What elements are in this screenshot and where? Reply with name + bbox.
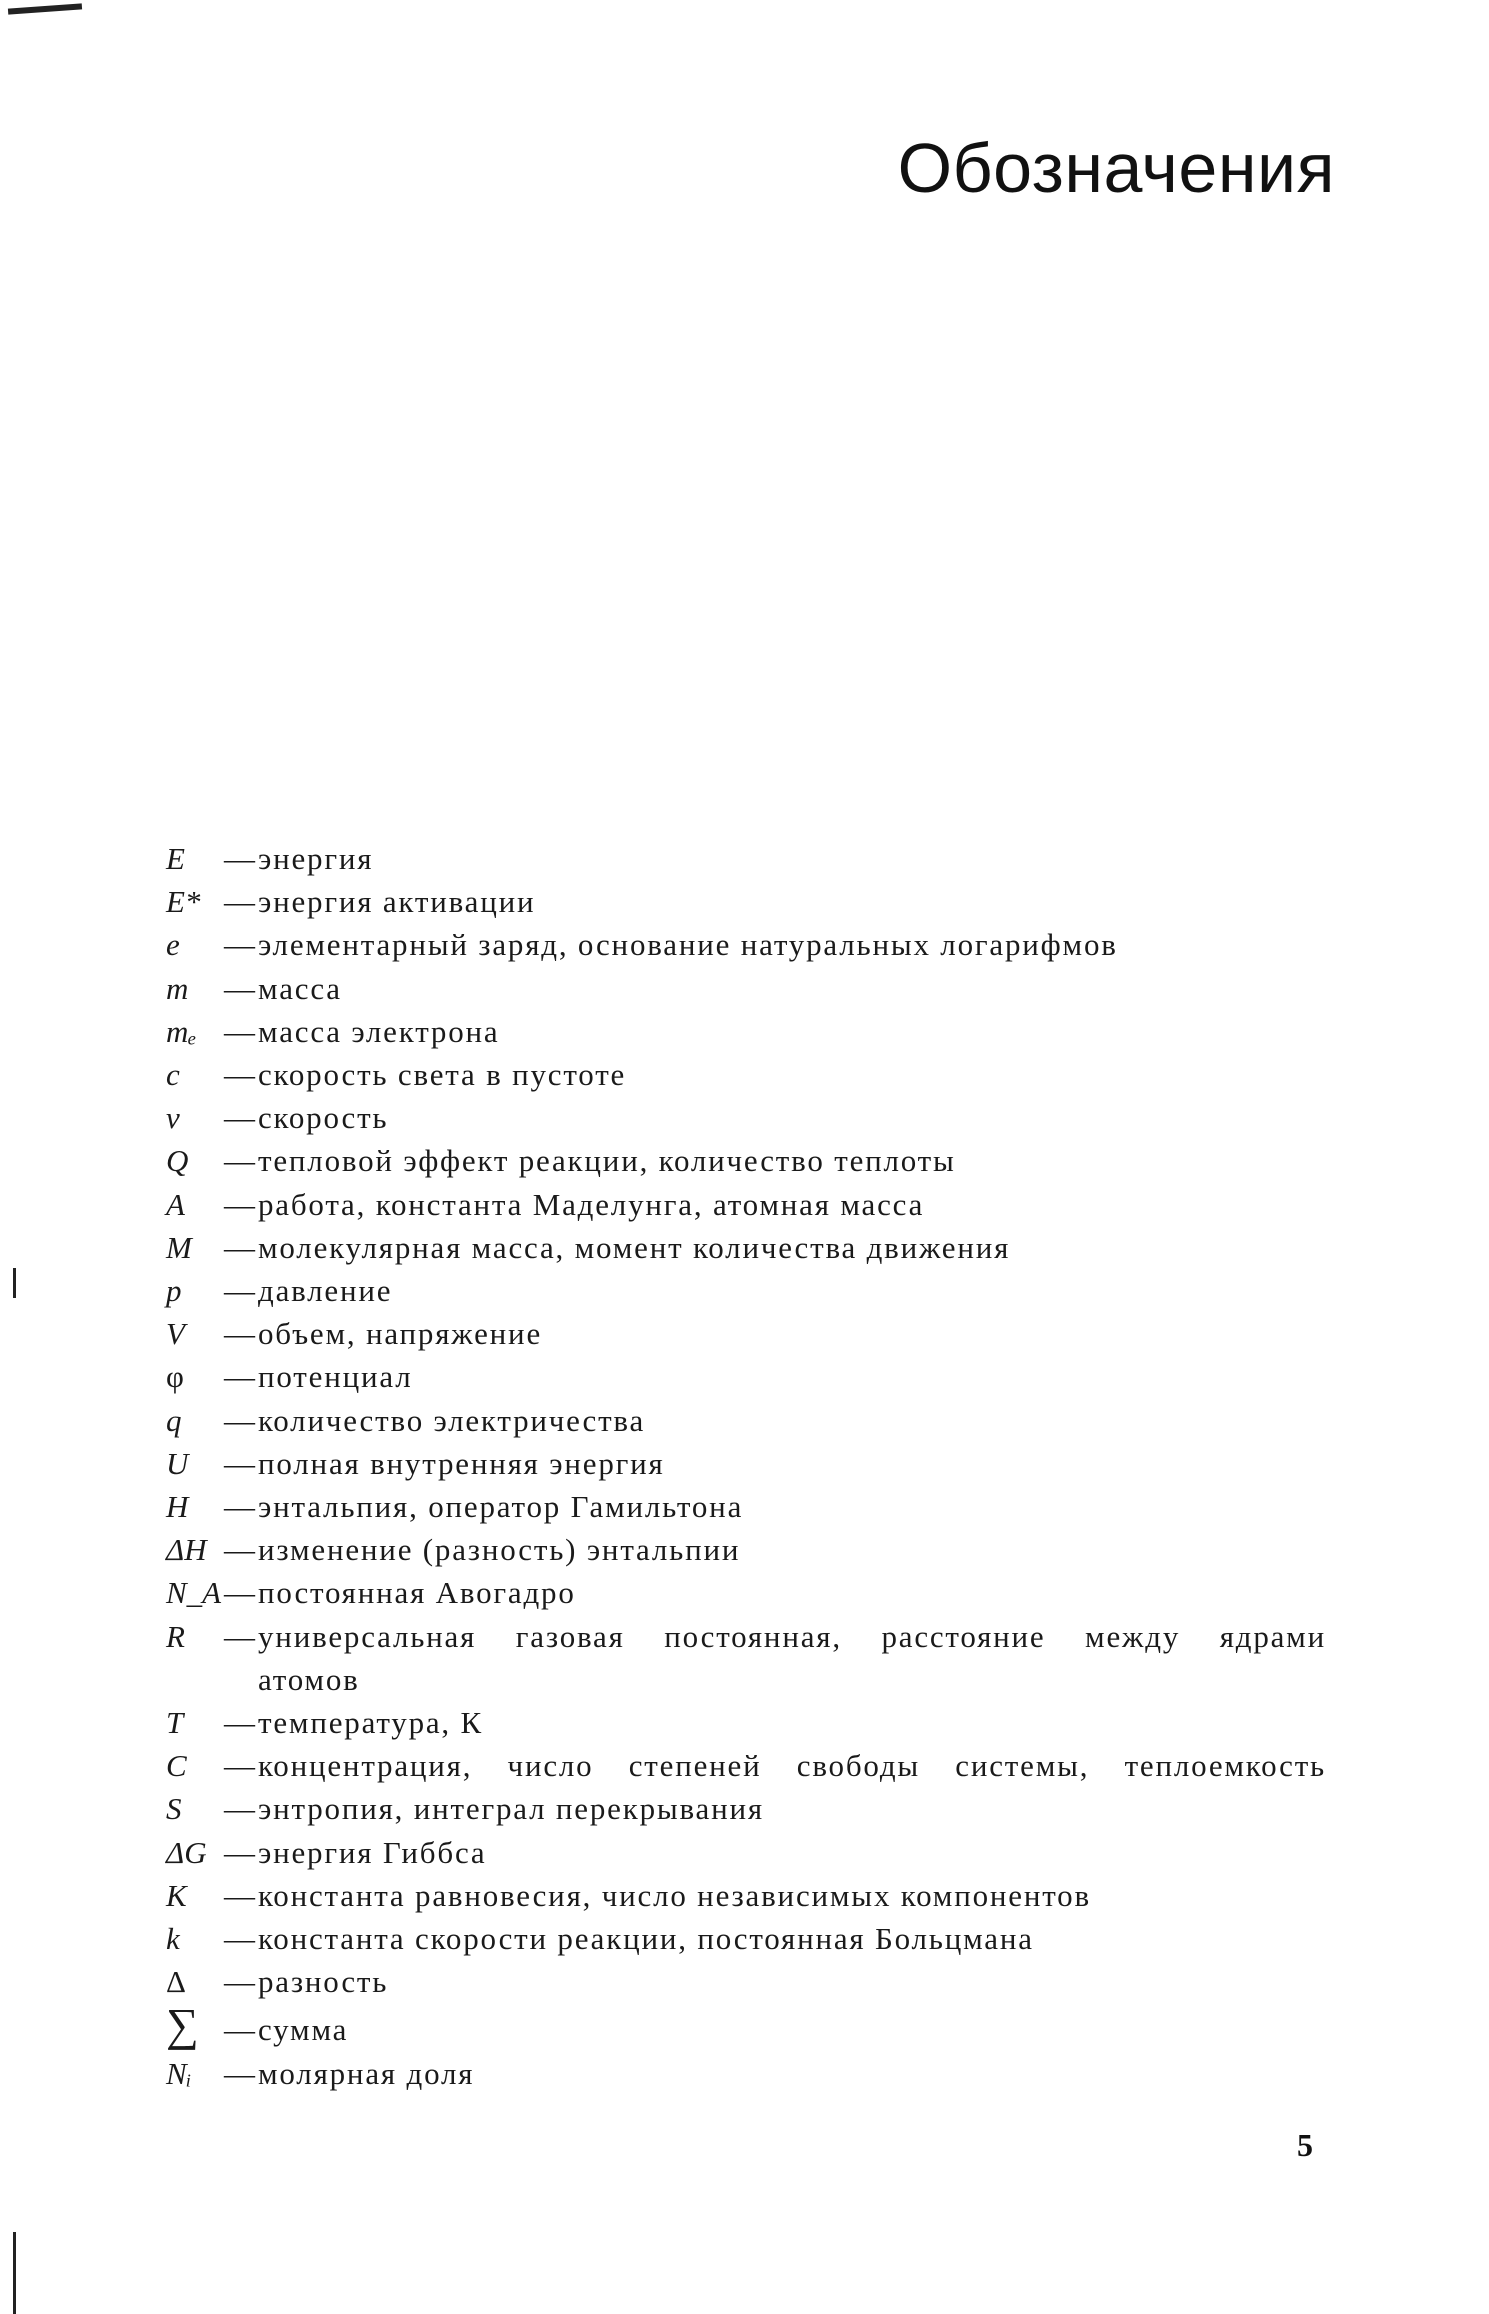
notation-symbol: E [166, 841, 185, 876]
notation-symbol: E* [166, 884, 201, 920]
notation-description: масса [258, 970, 342, 1006]
notation-item [166, 1787, 1326, 1830]
notation-symbol: ΔH [166, 1532, 207, 1568]
notation-item [166, 1010, 1326, 1053]
notation-description: работа, константа Маделунга, атомная масса [258, 1186, 925, 1222]
notation-description: элементарный заряд, основание натуральных логарифмов [258, 927, 1118, 963]
page-number: 5 [1297, 2127, 1313, 2163]
notation-item [166, 1571, 1326, 1614]
notation-symbol: p [166, 1273, 182, 1309]
notation-item [166, 1442, 1326, 1485]
notation-description: скорость [258, 1100, 389, 1136]
notation-symbol: Q [166, 1143, 189, 1179]
notation-item [166, 1226, 1326, 1269]
notation-symbol: V [166, 1316, 185, 1352]
notation-item [166, 1917, 1326, 1960]
notation-description: константа равновесия, число независимых компонентов [258, 1877, 1091, 1913]
notation-dash: — [224, 1791, 255, 1827]
notation-symbol: ΔG [166, 1834, 207, 1870]
notation-description: разность [258, 1964, 389, 2000]
notation-dash: — [224, 1964, 255, 2000]
notation-description: тепловой эффект реакции, количество теплоты [258, 1143, 956, 1179]
notation-description-continuation: атомов [258, 1661, 360, 1697]
notation-dash: — [224, 1877, 255, 1913]
notation-item [166, 1485, 1326, 1528]
scan-artifact-edge-bottom [13, 2232, 16, 2314]
notation-dash: — [224, 1143, 255, 1179]
notation-item [166, 1269, 1326, 1312]
notation-symbol: q [166, 1402, 182, 1438]
sum-symbol: ∑ [166, 1999, 199, 2051]
notation-dash: — [224, 1618, 255, 1654]
notation-dash: — [224, 2055, 255, 2091]
notation-symbol: Nᵢ [166, 2055, 192, 2091]
notation-description: масса электрона [258, 1013, 500, 1049]
notation-item [166, 880, 1326, 923]
notation-dash: — [224, 1489, 255, 1525]
notation-dash: — [224, 1359, 255, 1395]
notation-dash: — [224, 1229, 255, 1265]
notation-description: концентрация, число степеней свободы системы, теплоемкость [258, 1748, 1326, 1784]
notation-item [166, 967, 1326, 1010]
notation-dash: — [224, 1013, 255, 1049]
notation-dash: — [224, 884, 255, 920]
notation-dash: — [224, 1402, 255, 1438]
notation-description: скорость света в пустоте [258, 1057, 627, 1093]
notation-description: полная внутренняя энергия [258, 1445, 665, 1481]
notation-dash: — [224, 1921, 255, 1957]
notation-description: энтропия, интеграл перекрывания [258, 1791, 764, 1827]
notation-item [166, 1960, 1326, 2003]
notation-item [166, 1053, 1326, 1096]
notation-item [166, 923, 1326, 966]
notation-dash: — [224, 1186, 255, 1222]
notation-dash: — [224, 1057, 255, 1093]
notation-symbol: A [166, 1186, 185, 1222]
notation-description: молярная доля [258, 2055, 475, 2091]
notation-dash: — [224, 1834, 255, 1870]
notation-symbol: K [166, 1877, 187, 1913]
notation-description: энтальпия, оператор Гамильтона [258, 1489, 744, 1525]
notation-symbol: φ [166, 1359, 184, 1395]
notation-description: энергия активации [258, 884, 536, 920]
notation-symbol: S [166, 1791, 182, 1827]
notation-symbol: C [166, 1748, 187, 1784]
notation-symbol: H [166, 1489, 189, 1525]
notation-description: молекулярная масса, момент количества движения [258, 1229, 1011, 1265]
notation-item [166, 1312, 1326, 1355]
page-title: Обозначения [897, 129, 1335, 207]
notation-item [166, 1528, 1326, 1571]
scan-artifact-corner [8, 3, 82, 14]
notation-symbol: T [166, 1705, 184, 1741]
notation-symbol: m [166, 970, 189, 1006]
notation-item [166, 1615, 1326, 1658]
notation-dash: — [224, 1316, 255, 1352]
notation-item [166, 1701, 1326, 1744]
notation-symbol: mₑ [166, 1013, 197, 1049]
notation-list [166, 837, 1326, 2095]
notation-description: давление [258, 1273, 393, 1309]
notation-dash: — [224, 1445, 255, 1481]
notation-description: постоянная Авогадро [258, 1575, 576, 1611]
notation-dash: — [224, 970, 255, 1006]
notation-item [166, 1096, 1326, 1139]
notation-dash: — [224, 1705, 255, 1741]
notation-item [166, 1139, 1326, 1182]
notation-symbol: M [166, 1229, 192, 1265]
notation-description: количество электричества [258, 1402, 645, 1438]
notation-description: константа скорости реакции, постоянная Больцмана [258, 1921, 1034, 1957]
notation-symbol: e [166, 927, 180, 963]
notation-dash: — [224, 1100, 255, 1136]
notation-dash: — [224, 841, 255, 876]
notation-item [166, 1874, 1326, 1917]
notation-description: температура, К [258, 1705, 484, 1741]
notation-symbol: c [166, 1057, 180, 1093]
notation-dash: — [224, 1748, 255, 1784]
notation-symbol: N_A [166, 1575, 222, 1611]
notation-symbol: U [166, 1445, 189, 1481]
notation-item [166, 1831, 1326, 1874]
notation-item [166, 1999, 1326, 2051]
notation-description: энергия [258, 841, 374, 876]
notation-symbol: k [166, 1921, 180, 1957]
notation-description: потенциал [258, 1359, 413, 1395]
notation-description: сумма [258, 2012, 349, 2048]
notation-dash: — [224, 1532, 255, 1568]
notation-description: объем, напряжение [258, 1316, 543, 1352]
notation-symbol: R [166, 1618, 185, 1654]
notation-dash: — [224, 1575, 255, 1611]
scan-artifact-edge [13, 1268, 16, 1298]
notation-item-continuation [166, 1658, 1326, 1701]
notation-item [166, 2052, 1326, 2095]
notation-description: энергия Гиббса [258, 1834, 487, 1870]
notation-dash: — [224, 1273, 255, 1309]
notation-dash: — [224, 927, 255, 963]
notation-dash: — [224, 2012, 255, 2048]
notation-symbol: v [166, 1100, 180, 1136]
notation-item [166, 837, 1326, 880]
notation-item [166, 1355, 1326, 1398]
notation-description: изменение (разность) энтальпии [258, 1532, 741, 1568]
notation-item [166, 1183, 1326, 1226]
notation-symbol: Δ [166, 1964, 186, 2000]
notation-description: универсальная газовая постоянная, расстояние между ядрами [258, 1618, 1326, 1654]
notation-item [166, 1399, 1326, 1442]
notation-item [166, 1744, 1326, 1787]
